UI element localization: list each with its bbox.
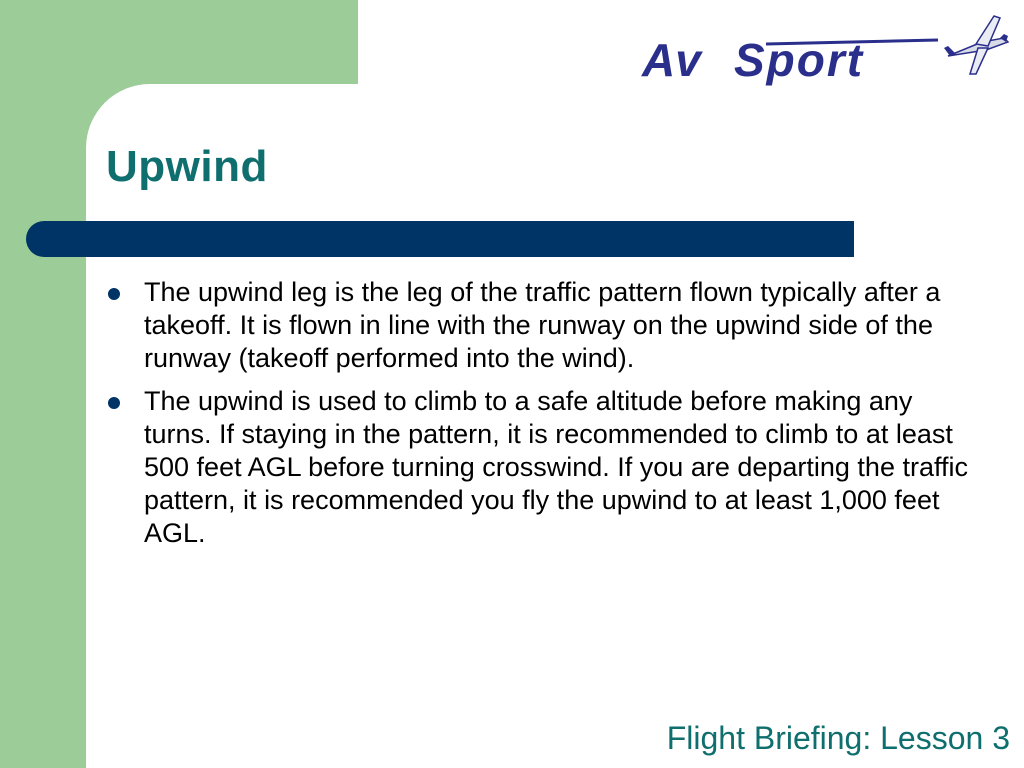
bullet-list bbox=[104, 276, 984, 560]
slide-title: Upwind bbox=[106, 142, 268, 191]
airplane-icon bbox=[944, 16, 1008, 74]
bullet-dot-icon bbox=[108, 288, 120, 300]
logo-text-sport: Sport bbox=[734, 34, 865, 86]
logo-text-av: Av bbox=[642, 34, 701, 86]
bullet-text: The upwind is used to climb to a safe altitude before making any turns. If staying in the pattern, it is recommended to climb to at least 500 feet AGL before turning crosswind. If you are departing the traffic pattern, it is recommended you fly the upwind to at least 1,000 feet AGL. bbox=[144, 386, 968, 548]
bullet-dot-icon bbox=[108, 397, 120, 409]
bullet-text: The upwind leg is the leg of the traffic pattern flown typically after a takeoff. It is flown in line with the runway on the upwind side of the runway (takeoff performed into the wind). bbox=[144, 277, 941, 373]
avsport-logo bbox=[638, 6, 1010, 86]
bullet-item bbox=[104, 385, 984, 550]
slide-footer: Flight Briefing: Lesson 3 bbox=[666, 720, 1010, 756]
bullet-item bbox=[104, 276, 984, 375]
title-divider-bar bbox=[26, 221, 854, 257]
